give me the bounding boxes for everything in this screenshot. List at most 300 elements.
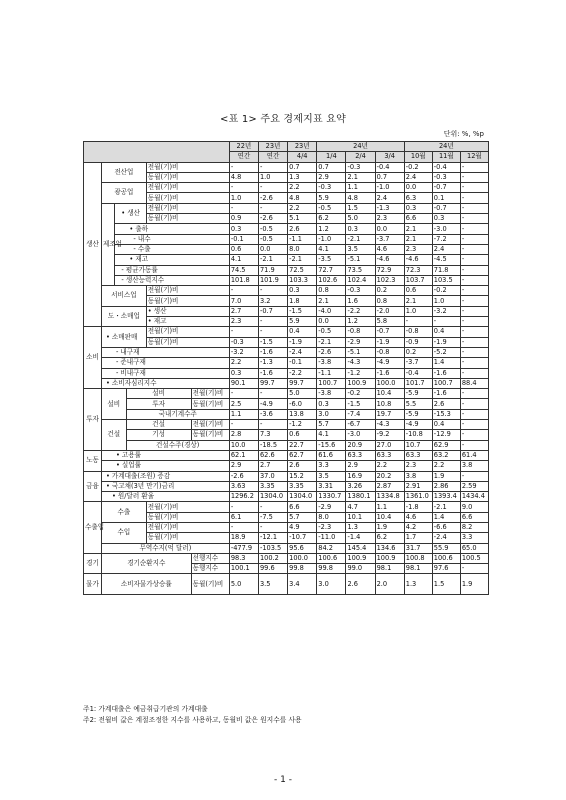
value-cell: 1304.0 — [258, 492, 287, 502]
header-period: 3/4 — [375, 152, 404, 162]
value-cell: 62.7 — [288, 450, 317, 460]
row-label: 전월(기)비 — [146, 522, 229, 532]
value-cell: 0.4 — [432, 420, 460, 430]
value-cell: 6.6 — [404, 214, 432, 224]
value-cell: - — [258, 502, 287, 512]
value-cell: -3.6 — [258, 409, 287, 419]
value-cell: -477.9 — [229, 543, 258, 553]
value-cell: 99.7 — [288, 378, 317, 388]
value-cell: 1.9 — [432, 471, 460, 481]
value-cell: -2.3 — [317, 522, 346, 532]
value-cell: 63.3 — [404, 450, 432, 460]
value-cell: 4.8 — [229, 172, 258, 182]
value-cell: 6.2 — [317, 214, 346, 224]
value-cell: 27.0 — [375, 440, 404, 450]
value-cell: -0.8 — [404, 327, 432, 337]
value-cell: 2.4 — [375, 193, 404, 203]
value-cell: 0.6 — [229, 244, 258, 254]
value-cell: 73.5 — [346, 265, 375, 275]
value-cell: 2.2 — [432, 461, 460, 471]
value-cell: 100.0 — [375, 378, 404, 388]
header-period: 12월 — [460, 152, 488, 162]
value-cell: 145.4 — [346, 543, 375, 553]
economic-indicators-table — [83, 141, 489, 595]
value-cell: 5.0 — [288, 389, 317, 399]
value-cell: -4.3 — [375, 420, 404, 430]
value-cell: 6.1 — [229, 512, 258, 522]
value-cell: - — [460, 286, 488, 296]
value-cell: 0.3 — [229, 224, 258, 234]
value-cell: 63.3 — [375, 450, 404, 460]
table-row — [84, 347, 489, 357]
header-period: 11월 — [432, 152, 460, 162]
value-cell: 10.7 — [404, 440, 432, 450]
value-cell: 10.8 — [375, 399, 404, 409]
value-cell: 1.3 — [288, 172, 317, 182]
value-cell: 10.4 — [375, 389, 404, 399]
value-cell: - — [229, 327, 258, 337]
value-cell: -2.6 — [317, 347, 346, 357]
value-cell: - — [432, 317, 460, 327]
value-cell: 1.9 — [460, 574, 488, 595]
value-cell: -0.8 — [346, 327, 375, 337]
value-cell: -0.7 — [432, 183, 460, 193]
header-year: 24년 — [404, 142, 488, 152]
value-cell: 72.3 — [404, 265, 432, 275]
row-label: 소비자물가상승률 — [101, 574, 191, 595]
value-cell: 3.3 — [317, 461, 346, 471]
value-cell: -1.9 — [375, 337, 404, 347]
value-cell: -1.5 — [288, 306, 317, 316]
value-cell: 2.9 — [317, 172, 346, 182]
row-label: 전산업 — [101, 162, 146, 183]
value-cell: 2.1 — [317, 296, 346, 306]
value-cell: 100.9 — [346, 553, 375, 563]
value-cell: 1334.8 — [375, 492, 404, 502]
header-period: 연간 — [258, 152, 287, 162]
value-cell: 4.1 — [317, 244, 346, 254]
value-cell: -1.2 — [288, 420, 317, 430]
value-cell: - — [258, 389, 287, 399]
value-cell: 3.5 — [258, 574, 287, 595]
value-cell: 0.0 — [317, 317, 346, 327]
table-row — [84, 409, 489, 419]
value-cell: - — [460, 409, 488, 419]
value-cell: 1.5 — [346, 203, 375, 213]
value-cell: 15.2 — [288, 471, 317, 481]
row-label: 서비스업 — [101, 286, 146, 307]
value-cell: 5.9 — [288, 317, 317, 327]
table-row — [84, 224, 489, 234]
value-cell: -6.6 — [432, 522, 460, 532]
table-row — [84, 203, 489, 213]
value-cell: 5.9 — [317, 193, 346, 203]
value-cell: 2.4 — [404, 172, 432, 182]
value-cell: -2.2 — [346, 306, 375, 316]
value-cell: -0.9 — [404, 337, 432, 347]
value-cell: 10.1 — [346, 512, 375, 522]
value-cell: - — [229, 502, 258, 512]
value-cell: 3.2 — [258, 296, 287, 306]
value-cell: -0.3 — [346, 162, 375, 172]
value-cell: - — [460, 471, 488, 481]
value-cell: 1.4 — [432, 358, 460, 368]
value-cell: 13.8 — [288, 409, 317, 419]
value-cell: -2.9 — [346, 337, 375, 347]
value-cell: 5.7 — [317, 420, 346, 430]
value-cell: 90.1 — [229, 378, 258, 388]
value-cell: 7.0 — [229, 296, 258, 306]
row-label: 전월(기)비 — [191, 420, 229, 430]
value-cell: - — [460, 358, 488, 368]
row-label: • 가계대출(조원) 증감 — [101, 471, 229, 481]
value-cell: 100.9 — [375, 553, 404, 563]
row-label: 동월(기)비 — [146, 512, 229, 522]
table-row — [84, 286, 489, 296]
value-cell: -1.6 — [432, 368, 460, 378]
value-cell: 19.7 — [375, 409, 404, 419]
value-cell: - — [460, 214, 488, 224]
value-cell: 98.1 — [404, 564, 432, 574]
value-cell: - — [460, 389, 488, 399]
value-cell: - — [460, 265, 488, 275]
table-row — [84, 162, 489, 172]
value-cell: 99.8 — [317, 564, 346, 574]
value-cell: 10.4 — [375, 512, 404, 522]
value-cell: 5.7 — [288, 512, 317, 522]
value-cell: -0.3 — [432, 172, 460, 182]
table-row — [84, 420, 489, 430]
row-label: • 재고 — [146, 317, 229, 327]
header-period: 4/4 — [288, 152, 317, 162]
value-cell: 100.2 — [258, 553, 287, 563]
value-cell: 2.86 — [432, 481, 460, 491]
value-cell: 2.3 — [375, 214, 404, 224]
value-cell: 1.0 — [404, 306, 432, 316]
value-cell: 2.7 — [229, 306, 258, 316]
value-cell: - — [229, 389, 258, 399]
row-label: 전월(기)비 — [146, 327, 229, 337]
value-cell: -0.1 — [229, 234, 258, 244]
value-cell: -2.1 — [346, 234, 375, 244]
value-cell: 2.87 — [375, 481, 404, 491]
value-cell: - — [460, 244, 488, 254]
value-cell: 18.9 — [229, 533, 258, 543]
value-cell: 0.3 — [404, 203, 432, 213]
value-cell: -4.3 — [346, 358, 375, 368]
value-cell: 1.0 — [229, 193, 258, 203]
table-row — [84, 183, 489, 193]
row-label: 전월(기)비 — [146, 286, 229, 296]
row-label: 기성 — [126, 430, 191, 440]
value-cell: -1.3 — [375, 203, 404, 213]
value-cell: 61.6 — [317, 450, 346, 460]
value-cell: 3.31 — [317, 481, 346, 491]
value-cell: 0.0 — [375, 224, 404, 234]
value-cell: - — [460, 183, 488, 193]
value-cell: 3.0 — [317, 574, 346, 595]
value-cell: 5.0 — [346, 214, 375, 224]
value-cell: 2.59 — [460, 481, 488, 491]
category-label: 소비 — [84, 327, 102, 389]
value-cell: 99.7 — [258, 378, 287, 388]
value-cell: 100.9 — [346, 378, 375, 388]
value-cell: 4.2 — [404, 522, 432, 532]
value-cell: 98.1 — [375, 564, 404, 574]
value-cell: - — [460, 440, 488, 450]
value-cell: -1.1 — [288, 234, 317, 244]
value-cell: - — [258, 286, 287, 296]
value-cell: 72.7 — [317, 265, 346, 275]
row-label: • 생산 — [115, 203, 146, 224]
value-cell: -0.4 — [404, 368, 432, 378]
value-cell: 62.9 — [432, 440, 460, 450]
header-year: 22년 — [229, 142, 258, 152]
row-label: 동월(기)비 — [146, 533, 229, 543]
value-cell: 0.2 — [404, 347, 432, 357]
value-cell: 0.3 — [288, 286, 317, 296]
value-cell: 20.2 — [375, 471, 404, 481]
value-cell: -5.9 — [404, 409, 432, 419]
value-cell: - — [460, 234, 488, 244]
table-row — [84, 543, 489, 553]
value-cell: - — [460, 255, 488, 265]
value-cell: 101.7 — [404, 378, 432, 388]
category-label: 생산 — [84, 162, 102, 327]
value-cell: 2.6 — [288, 224, 317, 234]
table-row — [84, 440, 489, 450]
value-cell: 3.63 — [229, 481, 258, 491]
value-cell: -0.2 — [346, 389, 375, 399]
header-year: 24년 — [317, 142, 404, 152]
value-cell: 0.8 — [317, 286, 346, 296]
value-cell: 55.9 — [432, 543, 460, 553]
value-cell: - — [229, 522, 258, 532]
row-label: - 수출 — [115, 244, 229, 254]
value-cell: 4.6 — [404, 512, 432, 522]
value-cell: 8.0 — [317, 512, 346, 522]
value-cell: 0.9 — [229, 214, 258, 224]
value-cell: 0.3 — [229, 368, 258, 378]
value-cell: 1.3 — [346, 522, 375, 532]
table-title: <표 1> 주요 경제지표 요약 — [220, 114, 346, 125]
value-cell: -2.6 — [258, 214, 287, 224]
category-label: 물가 — [84, 574, 102, 595]
value-cell: -4.9 — [375, 358, 404, 368]
value-cell: 98.3 — [229, 553, 258, 563]
value-cell: 2.3 — [404, 461, 432, 471]
value-cell: -15.3 — [432, 409, 460, 419]
value-cell: -2.2 — [288, 368, 317, 378]
value-cell: 2.91 — [404, 481, 432, 491]
value-cell: -1.9 — [432, 337, 460, 347]
value-cell: 2.6 — [288, 461, 317, 471]
header-period: 10월 — [404, 152, 432, 162]
value-cell: - — [460, 430, 488, 440]
value-cell: -3.7 — [404, 358, 432, 368]
row-label: 동월(기)비 — [146, 214, 229, 224]
value-cell: -12.9 — [432, 430, 460, 440]
value-cell: - — [460, 224, 488, 234]
value-cell: 3.8 — [404, 471, 432, 481]
value-cell: - — [460, 162, 488, 172]
value-cell: 1.3 — [404, 574, 432, 595]
value-cell: 1304.0 — [288, 492, 317, 502]
value-cell: 9.0 — [460, 502, 488, 512]
value-cell: -3.0 — [346, 430, 375, 440]
table-row — [84, 502, 489, 512]
value-cell: 1380.1 — [346, 492, 375, 502]
value-cell: 2.9 — [229, 461, 258, 471]
value-cell: - — [460, 296, 488, 306]
value-cell: -4.9 — [258, 399, 287, 409]
value-cell: 103.3 — [288, 275, 317, 285]
value-cell: 1361.0 — [404, 492, 432, 502]
row-label: 도・소매업 — [101, 306, 146, 327]
value-cell: -3.2 — [229, 347, 258, 357]
value-cell: 2.2 — [229, 358, 258, 368]
table-row — [84, 244, 489, 254]
value-cell: 1.2 — [346, 317, 375, 327]
value-cell: - — [460, 368, 488, 378]
value-cell: -2.1 — [432, 502, 460, 512]
value-cell: 0.3 — [346, 224, 375, 234]
table-row — [84, 450, 489, 460]
value-cell: - — [460, 327, 488, 337]
value-cell: -3.5 — [317, 255, 346, 265]
value-cell: 2.1 — [404, 224, 432, 234]
row-label: 광공업 — [101, 183, 146, 204]
row-label: 동월(기)비 — [146, 172, 229, 182]
value-cell: 0.0 — [404, 183, 432, 193]
value-cell: 1.1 — [375, 502, 404, 512]
value-cell: 100.0 — [288, 553, 317, 563]
value-cell: -0.5 — [258, 224, 287, 234]
value-cell: -4.0 — [317, 306, 346, 316]
value-cell: -0.3 — [346, 286, 375, 296]
value-cell: -0.1 — [288, 358, 317, 368]
page-number: - 1 - — [274, 775, 292, 785]
value-cell: 99.8 — [288, 564, 317, 574]
value-cell: 0.8 — [375, 296, 404, 306]
value-cell: -1.5 — [258, 337, 287, 347]
value-cell: 100.5 — [460, 553, 488, 563]
value-cell: 2.2 — [375, 461, 404, 471]
value-cell: - — [229, 286, 258, 296]
row-label: 동월(기)비 — [191, 574, 229, 595]
value-cell: 102.4 — [346, 275, 375, 285]
value-cell: -0.8 — [375, 347, 404, 357]
value-cell: -0.7 — [375, 327, 404, 337]
value-cell: 1.0 — [258, 172, 287, 182]
value-cell: - — [229, 183, 258, 193]
value-cell: 3.8 — [460, 461, 488, 471]
row-label: 전월(기)비 — [146, 183, 229, 193]
header-period: 연간 — [229, 152, 258, 162]
row-label: • 원/달러 환율 — [101, 492, 229, 502]
value-cell: -2.1 — [317, 337, 346, 347]
row-label: • 실업률 — [101, 461, 229, 471]
category-label: 노동 — [84, 450, 102, 471]
value-cell: -2.0 — [375, 306, 404, 316]
value-cell: -0.7 — [258, 306, 287, 316]
row-label: - 내수 — [115, 234, 229, 244]
value-cell: 134.6 — [375, 543, 404, 553]
value-cell: 62.6 — [258, 450, 287, 460]
value-cell: 1330.7 — [317, 492, 346, 502]
row-label: 동월(기)비 — [146, 296, 229, 306]
value-cell: -1.1 — [317, 368, 346, 378]
value-cell: 95.6 — [288, 543, 317, 553]
row-label: - 평균가동률 — [115, 265, 229, 275]
row-label: 전월(기)비 — [191, 389, 229, 399]
value-cell: -103.5 — [258, 543, 287, 553]
value-cell: 10.0 — [229, 440, 258, 450]
row-label: 설비 — [126, 389, 191, 399]
value-cell: 100.6 — [317, 553, 346, 563]
value-cell: 0.3 — [317, 399, 346, 409]
table-row — [84, 255, 489, 265]
value-cell: -1.0 — [375, 183, 404, 193]
header-period: 2/4 — [346, 152, 375, 162]
value-cell: 3.5 — [346, 244, 375, 254]
value-cell: 101.9 — [258, 275, 287, 285]
value-cell: -12.1 — [258, 533, 287, 543]
value-cell: 1.1 — [229, 409, 258, 419]
value-cell: -7.4 — [346, 409, 375, 419]
value-cell: 100.6 — [432, 553, 460, 563]
value-cell: -2.6 — [229, 471, 258, 481]
row-label: • 재고 — [115, 255, 229, 265]
value-cell: 2.1 — [404, 296, 432, 306]
value-cell: - — [460, 193, 488, 203]
value-cell: - — [404, 317, 432, 327]
value-cell: -11.0 — [317, 533, 346, 543]
value-cell: 0.7 — [375, 172, 404, 182]
value-cell: 5.8 — [375, 317, 404, 327]
value-cell: 2.8 — [229, 430, 258, 440]
value-cell: 5.1 — [288, 214, 317, 224]
value-cell: 0.4 — [432, 327, 460, 337]
value-cell: -1.3 — [258, 358, 287, 368]
value-cell: -0.2 — [404, 162, 432, 172]
row-label: - 준내구재 — [101, 358, 229, 368]
value-cell: -1.6 — [258, 368, 287, 378]
value-cell: 2.6 — [432, 399, 460, 409]
value-cell: -2.9 — [317, 502, 346, 512]
value-cell: 4.1 — [229, 255, 258, 265]
value-cell: 74.5 — [229, 265, 258, 275]
note-1: 주1: 가계대출은 예금취급기관의 가계대출 — [83, 705, 208, 713]
table-row — [84, 481, 489, 491]
table-row — [84, 461, 489, 471]
row-label: 건설 — [126, 420, 191, 430]
table-row — [84, 327, 489, 337]
value-cell: - — [460, 420, 488, 430]
row-label: 선행지수 — [191, 553, 229, 563]
value-cell: 2.0 — [375, 574, 404, 595]
value-cell: 1.9 — [375, 522, 404, 532]
value-cell: -5.2 — [432, 347, 460, 357]
table-row — [84, 378, 489, 388]
value-cell: 6.6 — [288, 502, 317, 512]
value-cell: 72.5 — [288, 265, 317, 275]
value-cell: -1.5 — [346, 399, 375, 409]
value-cell: 63.2 — [432, 450, 460, 460]
table-row — [84, 306, 489, 316]
value-cell: - — [460, 203, 488, 213]
value-cell: -15.6 — [317, 440, 346, 450]
